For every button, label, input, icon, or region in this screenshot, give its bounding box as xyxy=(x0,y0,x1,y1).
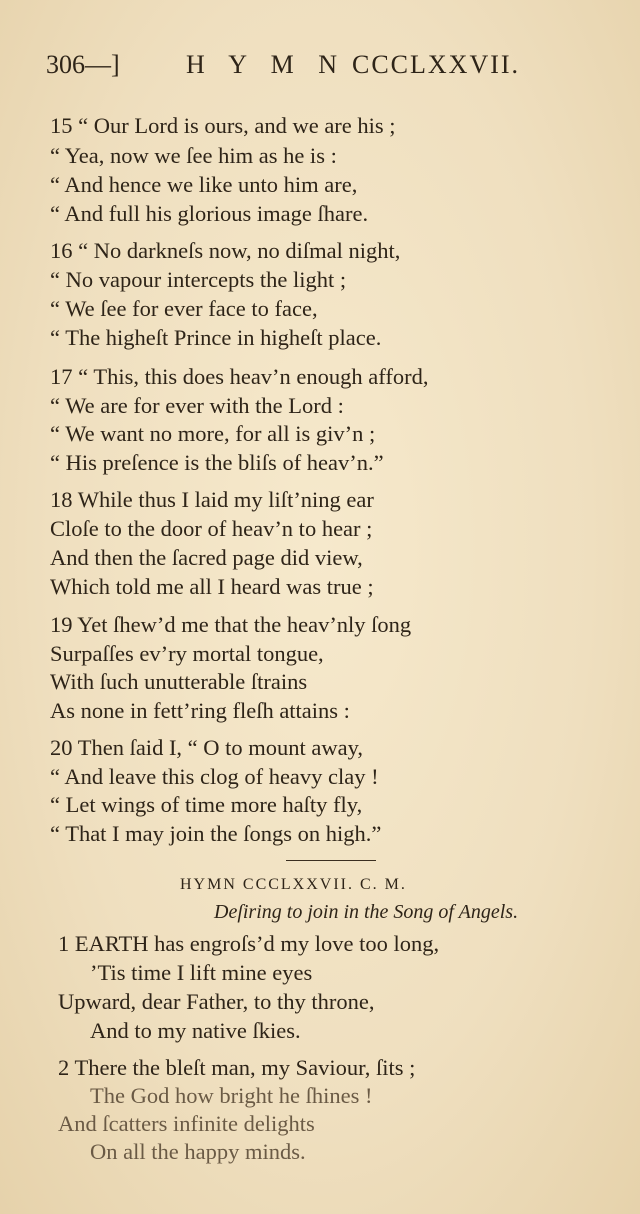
verse-line: “ And leave this clog of heavy clay ! xyxy=(50,764,379,789)
verse-line: On all the happy minds. xyxy=(90,1139,306,1164)
verse-line: Which told me all I heard was true ; xyxy=(50,574,374,599)
verse-line: 2 There the bleſt man, my Saviour, ſits ; xyxy=(58,1055,416,1080)
verse-line: Cloſe to the door of heav’n to hear ; xyxy=(50,516,373,541)
verse-line: 19 Yet ſhew’d me that the heav’nly ſong xyxy=(50,612,412,637)
hymn-subtitle: Deſiring to join in the Song of Angels. xyxy=(214,901,519,923)
page-number: 306—] xyxy=(46,50,120,79)
running-title: H Y M N xyxy=(186,50,347,79)
verse-line: “ Yea, now we ſee him as he is : xyxy=(50,143,337,168)
verse-line: “ And hence we like unto him are, xyxy=(50,172,358,197)
verse-line: “ We want no more, for all is giv’n ; xyxy=(50,421,376,446)
verse-line: “ The higheſt Prince in higheſt place. xyxy=(50,325,382,350)
verse-line: As none in fett’ring fleſh attains : xyxy=(50,698,350,723)
verse-line: ’Tis time I lift mine eyes xyxy=(90,960,313,985)
verse-line: “ No vapour intercepts the light ; xyxy=(50,267,347,292)
verse-line: “ His preſence is the bliſs of heav’n.” xyxy=(50,450,384,475)
section-divider xyxy=(286,860,376,861)
verse-line: 18 While thus I laid my liſt’ning ear xyxy=(50,487,374,512)
verse-line: And ſcatters infinite delights xyxy=(58,1111,315,1136)
verse-line: Surpaſſes ev’ry mortal tongue, xyxy=(50,641,324,666)
verse-line: “ And full his glorious image ſhare. xyxy=(50,201,369,226)
verse-line: The God how bright he ſhines ! xyxy=(90,1083,373,1108)
verse-line: “ We ſee for ever face to face, xyxy=(50,296,318,321)
verse-line: 17 “ This, this does heav’n enough afford, xyxy=(50,364,429,389)
verse-line: 15 “ Our Lord is ours, and we are his ; xyxy=(50,113,396,138)
verse-line: “ We are for ever with the Lord : xyxy=(50,393,344,418)
page-header xyxy=(46,50,526,90)
verse-line: 20 Then ſaid I, “ O to mount away, xyxy=(50,735,364,760)
verse-line: And to my native ſkies. xyxy=(90,1018,301,1043)
verse-line: Upward, dear Father, to thy throne, xyxy=(58,989,375,1014)
verse-line: With ſuch unutterable ſtrains xyxy=(50,669,308,694)
verse-line: 16 “ No darkneſs now, no diſmal night, xyxy=(50,238,401,263)
verse-line: “ Let wings of time more haſty fly, xyxy=(50,792,363,817)
verse-line: 1 EARTH has engroſs’d my love too long, xyxy=(58,931,440,956)
verse-line: And then the ſacred page did view, xyxy=(50,545,363,570)
hymn-number: CCCLXXVII. xyxy=(352,50,521,79)
verse-line: “ That I may join the ſongs on high.” xyxy=(50,821,382,846)
hymn-heading: HYMN CCCLXXVII. C. M. xyxy=(180,876,407,893)
